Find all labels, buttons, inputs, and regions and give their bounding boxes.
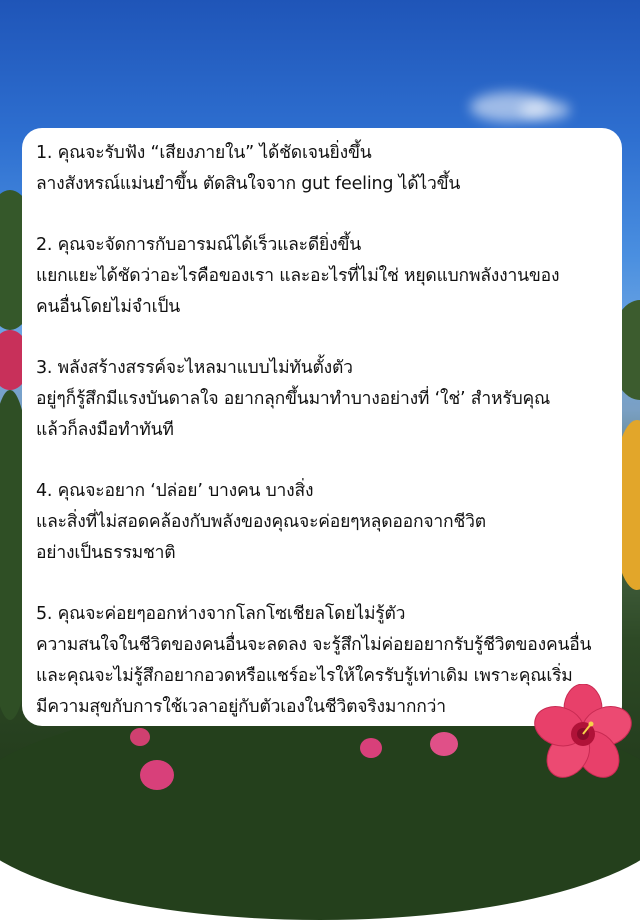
- item-title: 1. คุณจะรับฟัง “เสียงภายใน” ได้ชัดเจนยิ่งขึ้น: [36, 143, 372, 163]
- list-item: [36, 353, 612, 446]
- item-line: อยู่ๆก็รู้สึกมีแรงบันดาลใจ อยากลุกขึ้นมาทำบางอย่างที่ ‘ใช่’ สำหรับคุณ: [36, 389, 551, 409]
- item-title: 2. คุณจะจัดการกับอารมณ์ได้เร็วและดียิ่งขึ้น: [36, 235, 361, 255]
- list-item: [36, 599, 612, 723]
- item-line: และสิ่งที่ไม่สอดคล้องกับพลังของคุณจะค่อยๆหลุดออกจากชีวิต: [36, 512, 486, 532]
- bougainvillea-bottom: [130, 728, 150, 746]
- list-item: [36, 230, 612, 323]
- bougainvillea-bottom: [360, 738, 382, 758]
- item-line: และคุณจะไม่รู้สึกอยากอวดหรือแชร์อะไรให้ใครรับรู้เท่าเดิม เพราะคุณเริ่ม: [36, 666, 573, 686]
- bougainvillea-bottom: [140, 760, 174, 790]
- bougainvillea-bottom: [430, 732, 458, 756]
- item-line: แล้วก็ลงมือทำทันที: [36, 420, 174, 440]
- item-title: 5. คุณจะค่อยๆออกห่างจากโลกโซเชียลโดยไม่รู้ตัว: [36, 604, 406, 624]
- cloud: [520, 100, 570, 120]
- item-line: ลางสังหรณ์แม่นยำขึ้น ตัดสินใจจาก gut feeling ได้ไวขึ้น: [36, 174, 461, 194]
- text-card: [22, 128, 622, 726]
- list-item: [36, 138, 612, 200]
- hibiscus-flower-icon: [532, 684, 634, 782]
- item-title: 4. คุณจะอยาก ‘ปล่อย’ บางคน บางสิ่ง: [36, 481, 314, 501]
- item-line: อย่างเป็นธรรมชาติ: [36, 543, 176, 563]
- item-line: คนอื่นโดยไม่จำเป็น: [36, 297, 181, 317]
- item-line: แยกแยะได้ชัดว่าอะไรคือของเรา และอะไรที่ไม่ใช่ หยุดแบกพลังงานของ: [36, 266, 560, 286]
- list-item: [36, 476, 612, 569]
- item-line: ความสนใจในชีวิตของคนอื่นจะลดลง จะรู้สึกไม่ค่อยอยากรับรู้ชีวิตของคนอื่น: [36, 635, 592, 655]
- item-line: มีความสุขกับการใช้เวลาอยู่กับตัวเองในชีวิตจริงมากกว่า: [36, 697, 446, 717]
- item-title: 3. พลังสร้างสรรค์จะไหลมาแบบไม่ทันตั้งตัว: [36, 358, 353, 378]
